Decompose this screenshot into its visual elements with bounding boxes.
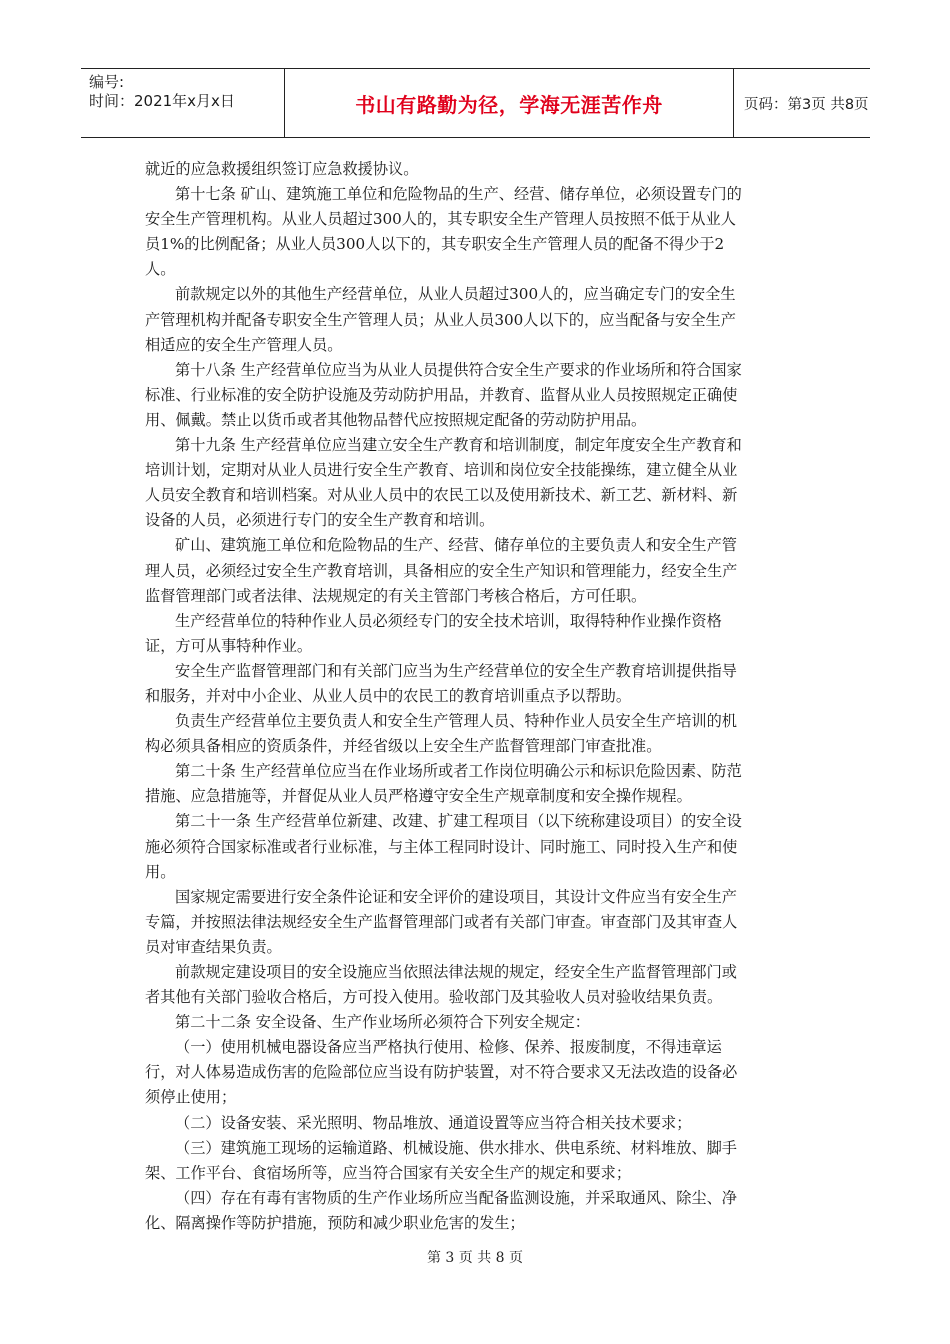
- paragraph-line: [145, 408, 807, 433]
- paragraph-line: [145, 559, 807, 584]
- body-paragraph: [145, 759, 807, 809]
- paragraph-line-text: 人员安全教育和培训档案。对从业人员中的农民工以及使用新技术、新工艺、新材料、新: [145, 486, 738, 505]
- paragraph-line-text: 安全生产管理机构。从业人员超过300人的，其专职安全生产管理人员按照不低于从业人: [145, 210, 736, 229]
- paragraph-line-text: 前款规定建设项目的安全设施应当依照法律法规的规定，经安全生产监督管理部门或: [175, 963, 737, 981]
- paragraph-line: [145, 1085, 807, 1110]
- paragraph-line: [145, 157, 807, 182]
- body-paragraph: [145, 1136, 807, 1186]
- paragraph-line: [145, 860, 807, 885]
- document-time-label: 时间：2021年x月x日: [89, 92, 235, 110]
- body-paragraph: [145, 182, 807, 282]
- paragraph-line-text: 第十九条 生产经营单位应当建立安全生产教育和培训制度，制定年度安全生产教育和: [175, 436, 742, 455]
- body-paragraph: [145, 709, 807, 759]
- body-paragraph: [145, 960, 807, 1010]
- body-paragraph: [145, 282, 807, 357]
- paragraph-line: [145, 709, 807, 734]
- paragraph-line-text: 监督管理部门或者法律、法规规定的有关主管部门考核合格后，方可任职。: [145, 586, 647, 605]
- paragraph-line: [145, 533, 807, 558]
- paragraph-line: [145, 358, 807, 383]
- paragraph-line-text: 标准、行业标准的安全防护设施及劳动防护用品，并教育、监督从业人员按照规定正确使: [145, 385, 738, 404]
- paragraph-line: [145, 1136, 807, 1161]
- paragraph-line: [145, 257, 807, 282]
- header-motto: 书山有路勤为径，学海无涯苦作舟: [355, 92, 663, 117]
- paragraph-line-text: 施必须符合国家标准或者行业标准，与主体工程同时设计、同时施工、同时投入生产和使: [145, 837, 738, 856]
- paragraph-line-text: 负责生产经营单位主要负责人和安全生产管理人员、特种作业人员安全生产培训的机: [175, 712, 737, 731]
- paragraph-line-text: 者其他有关部门验收合格后，方可投入使用。验收部门及其验收人员对验收结果负责。: [145, 988, 723, 1007]
- paragraph-line: [145, 1211, 807, 1236]
- paragraph-line-text: 安全生产监督管理部门和有关部门应当为生产经营单位的安全生产教育培训提供指导: [175, 661, 737, 680]
- body-paragraph: [145, 1186, 807, 1236]
- paragraph-line-text: 培训计划，定期对从业人员进行安全生产教育、培训和岗位安全技能操练，建立健全从业: [145, 461, 738, 480]
- paragraph-line-text: 和服务，并对中小企业、从业人员中的农民工的教育培训重点予以帮助。: [145, 686, 631, 705]
- page-header: [81, 68, 870, 138]
- paragraph-line-text: 员对审查结果负责。: [145, 937, 282, 956]
- paragraph-line: [145, 935, 807, 960]
- paragraph-line: [145, 1010, 807, 1035]
- paragraph-line-text: （四）存在有毒有害物质的生产作业场所应当配备监测设施，并采取通风、除尘、净: [175, 1188, 737, 1207]
- paragraph-line: [145, 1035, 807, 1060]
- paragraph-line: [145, 383, 807, 408]
- paragraph-line-text: 用。: [145, 862, 176, 881]
- body-paragraph: [145, 533, 807, 608]
- paragraph-line-text: 国家规定需要进行安全条件论证和安全评价的建设项目，其设计文件应当有安全生产: [175, 887, 737, 906]
- paragraph-line: [145, 584, 807, 609]
- document-body: [145, 157, 807, 1236]
- paragraph-line: [145, 609, 807, 634]
- paragraph-line-text: 产管理机构并配备专职安全生产管理人员；从业人员300人以下的，应当配备与安全生产: [145, 310, 736, 329]
- body-paragraph: [145, 809, 807, 884]
- paragraph-line-text: 措施、应急措施等，并督促从业人员严格遵守安全生产规章制度和安全操作规程。: [145, 787, 692, 806]
- paragraph-line-text: 行，对人体易造成伤害的危险部位应当设有防护装置，对不符合要求又无法改造的设备必: [145, 1063, 738, 1082]
- paragraph-line: [145, 734, 807, 759]
- paragraph-line: [145, 1111, 807, 1136]
- paragraph-line-text: 第二十一条 生产经营单位新建、改建、扩建工程项目（以下统称建设项目）的安全设: [175, 812, 742, 831]
- paragraph-line-text: 证，方可从事特种作业。: [145, 636, 313, 655]
- paragraph-line-text: 员1%的比例配备；从业人员300人以下的，其专职安全生产管理人员的配备不得少于2: [145, 235, 725, 254]
- paragraph-line-text: （二）设备安装、采光照明、物品堆放、通道设置等应当符合相关技术要求；: [175, 1113, 692, 1132]
- paragraph-line: [145, 433, 807, 458]
- paragraph-line-text: （一）使用机械电器设备应当严格执行使用、检修、保养、报废制度，不得违章运: [175, 1038, 722, 1057]
- paragraph-line-text: 第二十二条 安全设备、生产作业场所必须符合下列安全规定：: [175, 1013, 590, 1032]
- header-info-cell: [81, 69, 284, 137]
- header-page-number: 页码：第3页 共8页: [744, 96, 869, 113]
- paragraph-line: [145, 885, 807, 910]
- paragraph-line: [145, 508, 807, 533]
- body-paragraph: [145, 885, 807, 960]
- paragraph-line-text: 须停止使用；: [145, 1088, 237, 1107]
- paragraph-line: [145, 634, 807, 659]
- paragraph-line-text: （三）建筑施工现场的运输道路、机械设施、供水排水、供电系统、材料堆放、脚手: [175, 1138, 737, 1157]
- paragraph-line: [145, 960, 807, 985]
- paragraph-line-text: 相适应的安全生产管理人员。: [145, 335, 343, 354]
- paragraph-line-text: 理人员，必须经过安全生产教育培训，具备相应的安全生产知识和管理能力，经安全生产: [145, 561, 738, 580]
- body-paragraph: [145, 157, 807, 182]
- paragraph-line: [145, 910, 807, 935]
- paragraph-line: [145, 483, 807, 508]
- paragraph-line-text: 设备的人员，必须进行专门的安全生产教育和培训。: [145, 511, 495, 530]
- paragraph-line-text: 构必须具备相应的资质条件，并经省级以上安全生产监督管理部门审查批准。: [145, 737, 662, 756]
- paragraph-line-text: 架、工作平台、食宿场所等，应当符合国家有关安全生产的规定和要求；: [145, 1163, 631, 1182]
- body-paragraph: [145, 1111, 807, 1136]
- paragraph-line-text: 第十八条 生产经营单位应当为从业人员提供符合安全生产要求的作业场所和符合国家: [175, 360, 742, 379]
- paragraph-line: [145, 232, 807, 257]
- paragraph-line: [145, 659, 807, 684]
- paragraph-line: [145, 759, 807, 784]
- paragraph-line-text: 矿山、建筑施工单位和危险物品的生产、经营、储存单位的主要负责人和安全生产管: [175, 536, 737, 555]
- body-paragraph: [145, 1035, 807, 1110]
- paragraph-line: [145, 1060, 807, 1085]
- paragraph-line: [145, 282, 807, 307]
- body-paragraph: [145, 358, 807, 433]
- body-paragraph: [145, 1010, 807, 1035]
- paragraph-line: [145, 684, 807, 709]
- paragraph-line-text: 前款规定以外的其他生产经营单位，从业人员超过300人的，应当确定专门的安全生: [175, 285, 736, 304]
- paragraph-line: [145, 458, 807, 483]
- paragraph-line: [145, 784, 807, 809]
- paragraph-line-text: 专篇，并按照法律法规经安全生产监督管理部门或者有关部门审查。审查部门及其审查人: [145, 912, 738, 931]
- paragraph-line: [145, 308, 807, 333]
- document-number-label: 编号:: [89, 73, 125, 91]
- paragraph-line-text: 用、佩戴。禁止以货币或者其他物品替代应按照规定配备的劳动防护用品。: [145, 410, 647, 429]
- paragraph-line: [145, 835, 807, 860]
- paragraph-line: [145, 1186, 807, 1211]
- paragraph-line: [145, 182, 807, 207]
- paragraph-line: [145, 985, 807, 1010]
- body-paragraph: [145, 609, 807, 659]
- paragraph-line: [145, 333, 807, 358]
- paragraph-line-text: 人。: [145, 260, 176, 279]
- paragraph-line: [145, 809, 807, 834]
- paragraph-line: [145, 1161, 807, 1186]
- body-paragraph: [145, 659, 807, 709]
- paragraph-line-text: 生产经营单位的特种作业人员必须经专门的安全技术培训，取得特种作业操作资格: [175, 611, 722, 630]
- body-paragraph: [145, 433, 807, 533]
- paragraph-line-text: 就近的应急救援组织签订应急救援协议。: [145, 160, 419, 178]
- page-footer: 第 3 页 共 8 页: [426, 1250, 524, 1266]
- paragraph-line-text: 化、隔离操作等防护措施，预防和减少职业危害的发生；: [145, 1213, 525, 1232]
- paragraph-line-text: 第十七条 矿山、建筑施工单位和危险物品的生产、经营、储存单位，必须设置专门的: [175, 185, 742, 204]
- paragraph-line: [145, 207, 807, 232]
- paragraph-line-text: 第二十条 生产经营单位应当在作业场所或者工作岗位明确公示和标识危险因素、防范: [175, 762, 742, 781]
